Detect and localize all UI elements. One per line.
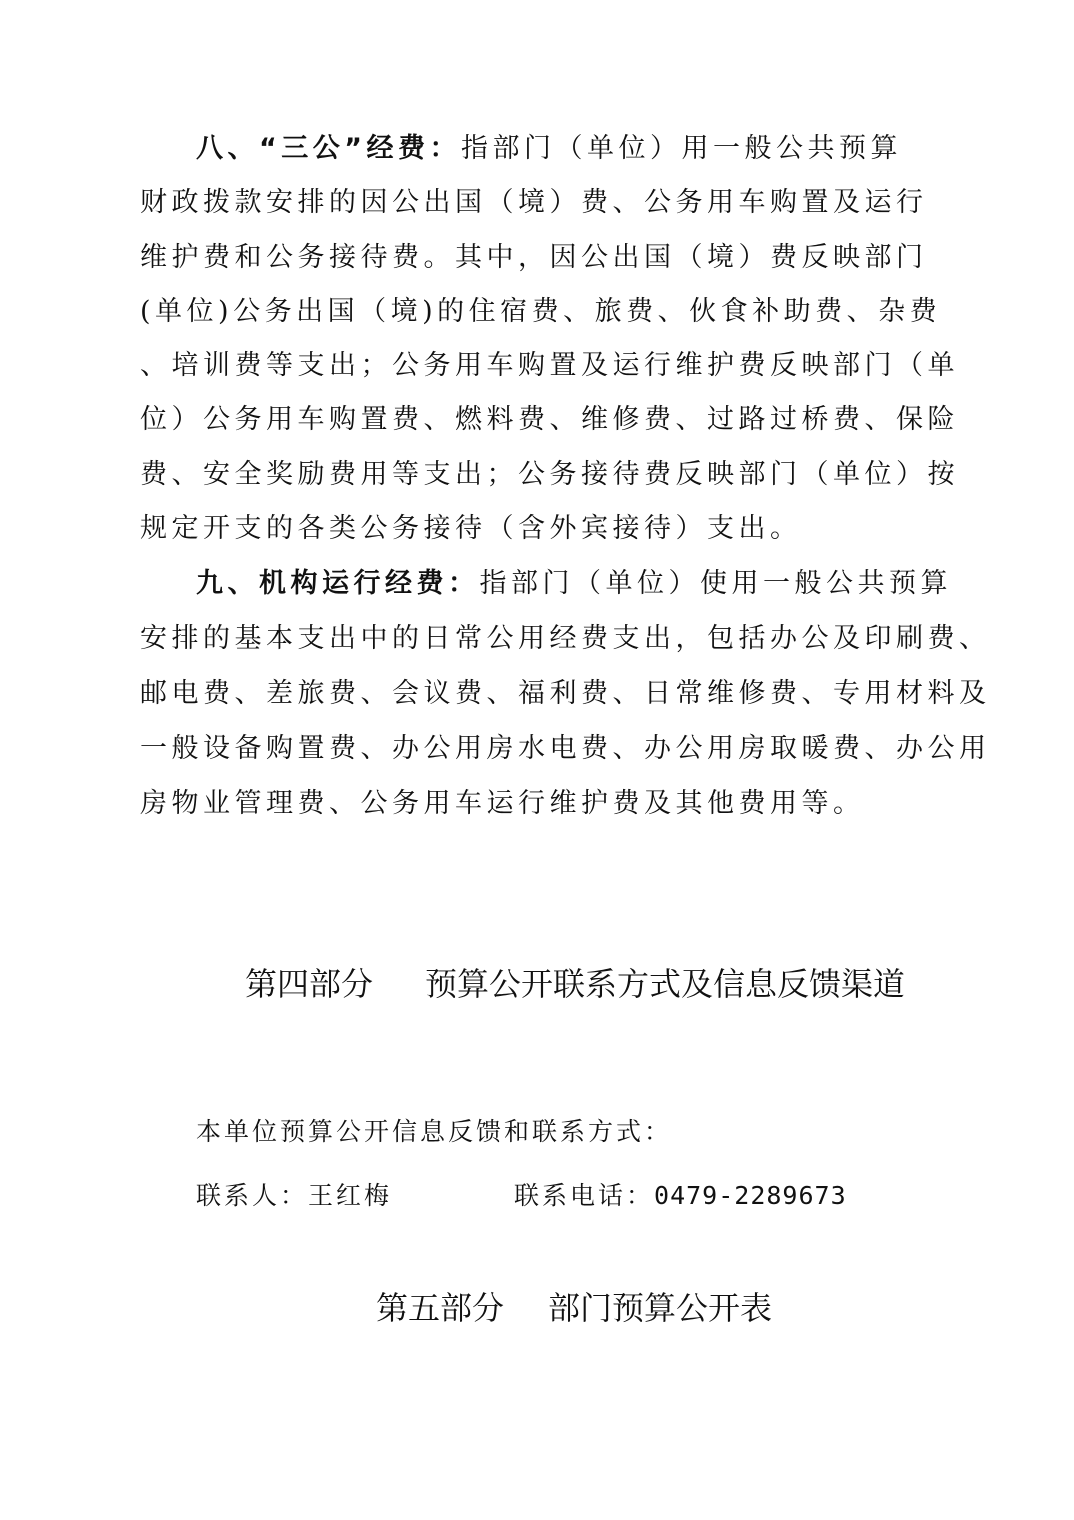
section9-line-1	[140, 568, 952, 599]
part4-number: 第四部分	[245, 965, 374, 1003]
contact-name: 王红梅	[308, 1181, 393, 1210]
section8-line-1	[140, 134, 940, 164]
section9-line-3: 邮电费、差旅费、会议费、福利费、日常维修费、专用材料及	[140, 678, 991, 709]
section9-line-2: 安排的基本支出中的日常公用经费支出，包括办公及印刷费、	[140, 623, 991, 654]
part4-title: 预算公开联系方式及信息反馈渠道	[425, 965, 906, 1003]
section8-text-1: 指部门（单位）用一般公共预算	[461, 133, 902, 164]
feedback-intro: 本单位预算公开信息反馈和联系方式：	[196, 1117, 673, 1146]
section8-line-8: 规定开支的各类公务接待（含外宾接待）支出。	[140, 513, 802, 544]
part5-number: 第五部分	[376, 1289, 505, 1327]
contact-person	[196, 1181, 392, 1211]
section8-line-4: (单位)公务出国（境)的住宿费、旅费、伙食补助费、杂费	[140, 296, 942, 327]
section9-line-5: 房物业管理费、公务用车运行维护费及其他费用等。	[140, 788, 865, 819]
section9-label: 九、机构运行经费：	[196, 568, 480, 599]
part5-title: 部门预算公开表	[548, 1289, 773, 1327]
phone-number: 0479-2289673	[654, 1181, 847, 1210]
section8-line-3: 维护费和公务接待费。其中，因公出国（境）费反映部门	[140, 242, 928, 273]
section8-line-7: 费、安全奖励费用等支出；公务接待费反映部门（单位）按	[140, 459, 959, 490]
part4-heading	[245, 966, 905, 1002]
section8-line-5: 、培训费等支出；公务用车购置及运行维护费反映部门（单	[140, 350, 959, 381]
section9-line-4: 一般设备购置费、办公用房水电费、办公用房取暖费、办公用	[140, 733, 991, 764]
section8-label: 八、“三公”经费：	[196, 133, 461, 164]
contact-phone	[514, 1181, 847, 1211]
part5-heading	[376, 1290, 772, 1326]
section9-text-1: 指部门（单位）使用一般公共预算	[479, 568, 952, 599]
section8-line-2: 财政拨款安排的因公出国（境）费、公务用车购置及运行	[140, 187, 928, 218]
phone-label: 联系电话：	[514, 1181, 655, 1210]
contact-label: 联系人：	[196, 1181, 309, 1210]
section8-line-6: 位）公务用车购置费、燃料费、维修费、过路过桥费、保险	[140, 404, 959, 435]
